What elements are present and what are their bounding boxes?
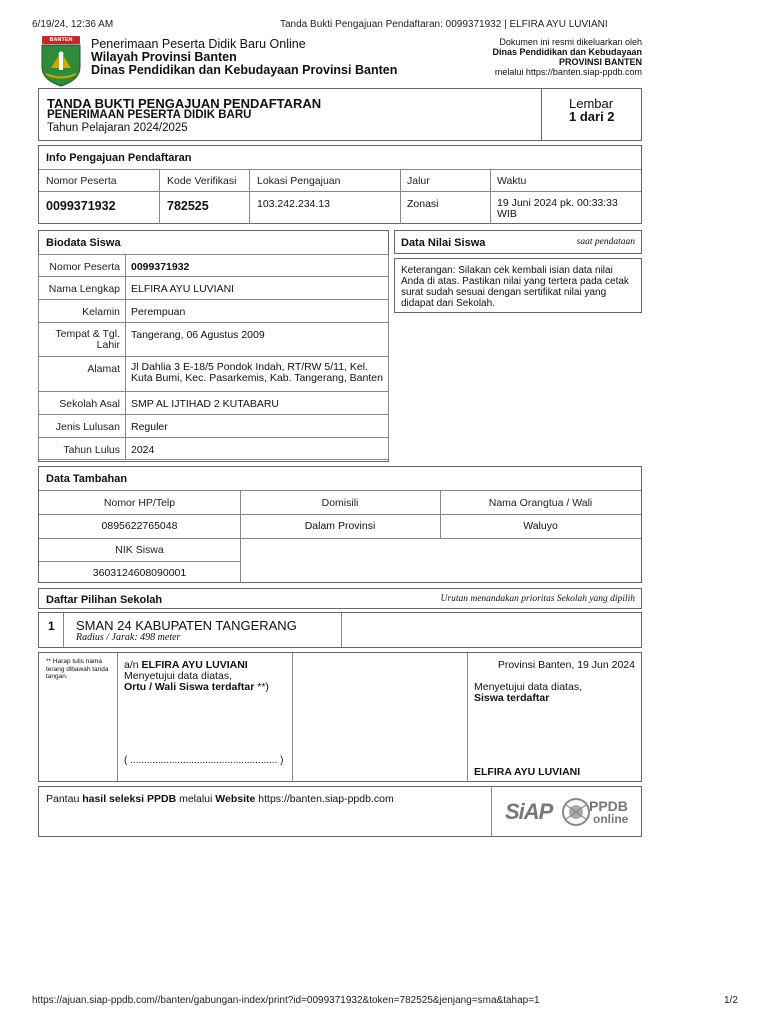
pantau-url: https://banten.siap-ppdb.com	[255, 793, 394, 805]
table-row	[39, 357, 389, 392]
print-doc-title: Tanda Bukti Pengajuan Pendaftaran: 0099371932 | ELFIRA AYU LUVIANI	[280, 19, 608, 30]
domisili-value: Dalam Provinsi	[304, 520, 376, 532]
issuer-line1: Dokumen ini resmi dikeluarkan oleh	[499, 37, 642, 47]
nilai-keterangan: Keterangan: Silakan cek kembali isian data nilai Anda di atas. Pastikan nilai yang tertera pada cetak surat sudah sesuai dengan sertifikat nilai yang didapat dari Sekolah.	[401, 265, 629, 309]
pilihan-radius: Radius / Jarak: 498 meter	[76, 632, 181, 643]
divider	[240, 538, 641, 539]
table-row	[39, 438, 389, 460]
issuer-line4: melalui https://banten.siap-ppdb.com	[494, 67, 642, 77]
pantau-prefix: Pantau	[46, 793, 83, 805]
parent-signature-line: ( ..................................................... )	[124, 755, 284, 766]
nilai-title: Data Nilai Siswa	[401, 237, 486, 249]
print-url: https://ajuan.siap-ppdb.com//banten/gabungan-index/print?id=0099371932&token=782525&jenjang=sma&tahap=1	[32, 995, 540, 1006]
doc-subtitle: PENERIMAAN PESERTA DIDIK BARU	[47, 109, 252, 121]
biodata-value: SMP AL IJTIHAD 2 KUTABARU	[131, 398, 280, 410]
info-section	[38, 145, 642, 224]
divider	[292, 653, 293, 781]
orangtua-value: Waluyo	[523, 520, 558, 532]
divider	[39, 561, 240, 562]
biodata-label: Jenis Lulusan	[55, 421, 120, 433]
biodata-value: ELFIRA AYU LUVIANI	[131, 283, 235, 295]
doc-title: TANDA BUKTI PENGAJUAN PENDAFTARAN	[47, 96, 322, 111]
nik-value: 3603124608090001	[92, 567, 187, 579]
biodata-label: Nama Lengkap	[48, 283, 120, 295]
table-row	[39, 277, 389, 300]
letterhead-line1: Penerimaan Peserta Didik Baru Online	[91, 37, 306, 51]
header-orangtua: Nama Orangtua / Wali	[488, 497, 593, 509]
header-jalur: Jalur	[407, 175, 430, 187]
biodata-value: Reguler	[131, 421, 168, 433]
biodata-value: 0099371932	[131, 261, 190, 273]
pilihan-item	[38, 612, 642, 648]
parent-role-suffix: **)	[254, 681, 269, 693]
divider	[490, 169, 491, 224]
tambahan-title: Data Tambahan	[46, 473, 128, 485]
title-box	[38, 88, 642, 141]
biodata-value: Perempuan	[131, 306, 186, 318]
header-domisili: Domisili	[321, 497, 359, 509]
parent-agree: Menyetujui data diatas,	[124, 670, 232, 682]
table-row	[39, 255, 389, 277]
student-name: ELFIRA AYU LUVIANI	[474, 766, 581, 778]
nilai-note: saat pendataan	[576, 237, 635, 247]
pantau-bold2: Website	[215, 793, 256, 805]
place-date: Provinsi Banten, 19 Jun 2024	[497, 659, 635, 671]
an-name: ELFIRA AYU LUVIANI	[141, 659, 248, 671]
divider	[341, 613, 342, 647]
pilihan-title: Daftar Pilihan Sekolah	[46, 594, 163, 606]
signature-section	[38, 652, 642, 782]
print-page-number: 1/2	[724, 995, 738, 1006]
biodata-value: Jl Dahlia 3 E-18/5 Pondok Indah, RT/RW 5/11, Kel. Kuta Bumi, Kec. Pasarkemis, Kab. Tangerang, Banten	[131, 361, 383, 384]
divider	[39, 169, 641, 170]
issuer-block-text	[420, 37, 642, 77]
biodata-label: Kelamin	[82, 306, 120, 318]
divider	[39, 191, 641, 192]
nomor-peserta-value: 0099371932	[46, 199, 116, 213]
pantau-bold1: hasil seleksi PPDB	[82, 793, 177, 805]
print-datetime: 6/19/24, 12:36 AM	[32, 19, 114, 30]
header-waktu: Waktu	[497, 175, 527, 187]
sheet-label: Lembar	[569, 96, 614, 111]
biodata-value: 2024	[131, 444, 155, 456]
waktu-value: 19 Juni 2024 pk. 00:33:33 WIB	[497, 197, 618, 220]
table-row	[39, 415, 389, 438]
pilihan-number: 1	[48, 619, 55, 633]
biodata-label: Nomor Peserta	[49, 261, 120, 273]
siap-logo	[505, 797, 557, 827]
parent-role-line	[124, 681, 269, 693]
divider	[400, 169, 401, 224]
divider	[63, 613, 64, 647]
jalur-value: Zonasi	[407, 198, 439, 210]
student-role: Siswa terdaftar	[474, 692, 550, 704]
sheet-value: 1 dari 2	[569, 109, 615, 124]
pantau-section	[38, 786, 642, 837]
letterhead-line2: Wilayah Provinsi Banten	[91, 50, 237, 64]
ppdb-logo-text: PPDB	[589, 798, 628, 814]
pilihan-note: Urutan menandakan prioritas Sekolah yang dipilih	[440, 594, 635, 604]
academic-year: Tahun Pelajaran 2024/2025	[47, 122, 188, 134]
divider	[467, 653, 468, 781]
info-title: Info Pengajuan Pendaftaran	[46, 152, 192, 164]
table-row	[39, 323, 389, 357]
table-row	[39, 300, 389, 323]
hp-value: 0895622765048	[101, 520, 178, 532]
kode-verifikasi-value: 782525	[167, 199, 209, 213]
siap-logo-text: SiAP	[505, 799, 553, 824]
issuer-line3: PROVINSI BANTEN	[558, 57, 642, 67]
header-nomor-peserta: Nomor Peserta	[46, 175, 117, 187]
header-lokasi: Lokasi Pengajuan	[257, 175, 341, 187]
parent-role: Ortu / Wali Siswa terdaftar	[124, 681, 255, 693]
banten-logo	[38, 34, 84, 88]
ppdb-online-text: online	[593, 812, 629, 826]
header-kode-verifikasi: Kode Verifikasi	[167, 175, 237, 187]
student-agree: Menyetujui data diatas,	[474, 681, 582, 693]
biodata-title: Biodata Siswa	[46, 237, 121, 249]
divider	[491, 787, 492, 836]
pilihan-header	[38, 588, 642, 609]
divider	[39, 490, 641, 491]
biodata-label: Alamat	[87, 363, 120, 375]
nik-label: NIK Siswa	[115, 544, 164, 556]
divider	[39, 514, 641, 515]
nilai-header	[394, 230, 642, 254]
biodata-label: Sekolah Asal	[59, 398, 120, 410]
biodata-label: Tempat & Tgl. Lahir	[55, 328, 120, 351]
letterhead-line3: Dinas Pendidikan dan Kebudayaan Provinsi Banten	[91, 63, 398, 77]
biodata-label: Tahun Lulus	[63, 444, 120, 456]
nilai-keterangan-box	[394, 258, 642, 313]
biodata-section	[38, 230, 389, 462]
issuer-line2: Dinas Pendidikan dan Kebudayaan	[492, 47, 642, 57]
divider	[117, 653, 118, 781]
tambahan-section	[38, 466, 642, 583]
divider	[249, 169, 250, 224]
logo-text: BANTEN	[49, 37, 73, 43]
an-prefix: a/n	[124, 659, 139, 671]
biodata-value: Tangerang, 06 Agustus 2009	[131, 329, 265, 341]
pantau-mid: melalui	[176, 793, 216, 805]
table-row	[39, 392, 389, 415]
title-divider	[541, 89, 542, 140]
pilihan-school: SMAN 24 KABUPATEN TANGERANG	[76, 618, 297, 633]
lokasi-value: 103.242.234.13	[257, 198, 330, 210]
divider	[159, 169, 160, 224]
pantau-text	[46, 793, 394, 805]
signature-note: ** Harap tulis nama terang dibawah tanda tangan.	[46, 658, 109, 680]
divider	[39, 538, 240, 539]
header-hp: Nomor HP/Telp	[103, 497, 176, 509]
ppdb-logo	[561, 795, 631, 831]
biodata-table	[38, 254, 389, 460]
